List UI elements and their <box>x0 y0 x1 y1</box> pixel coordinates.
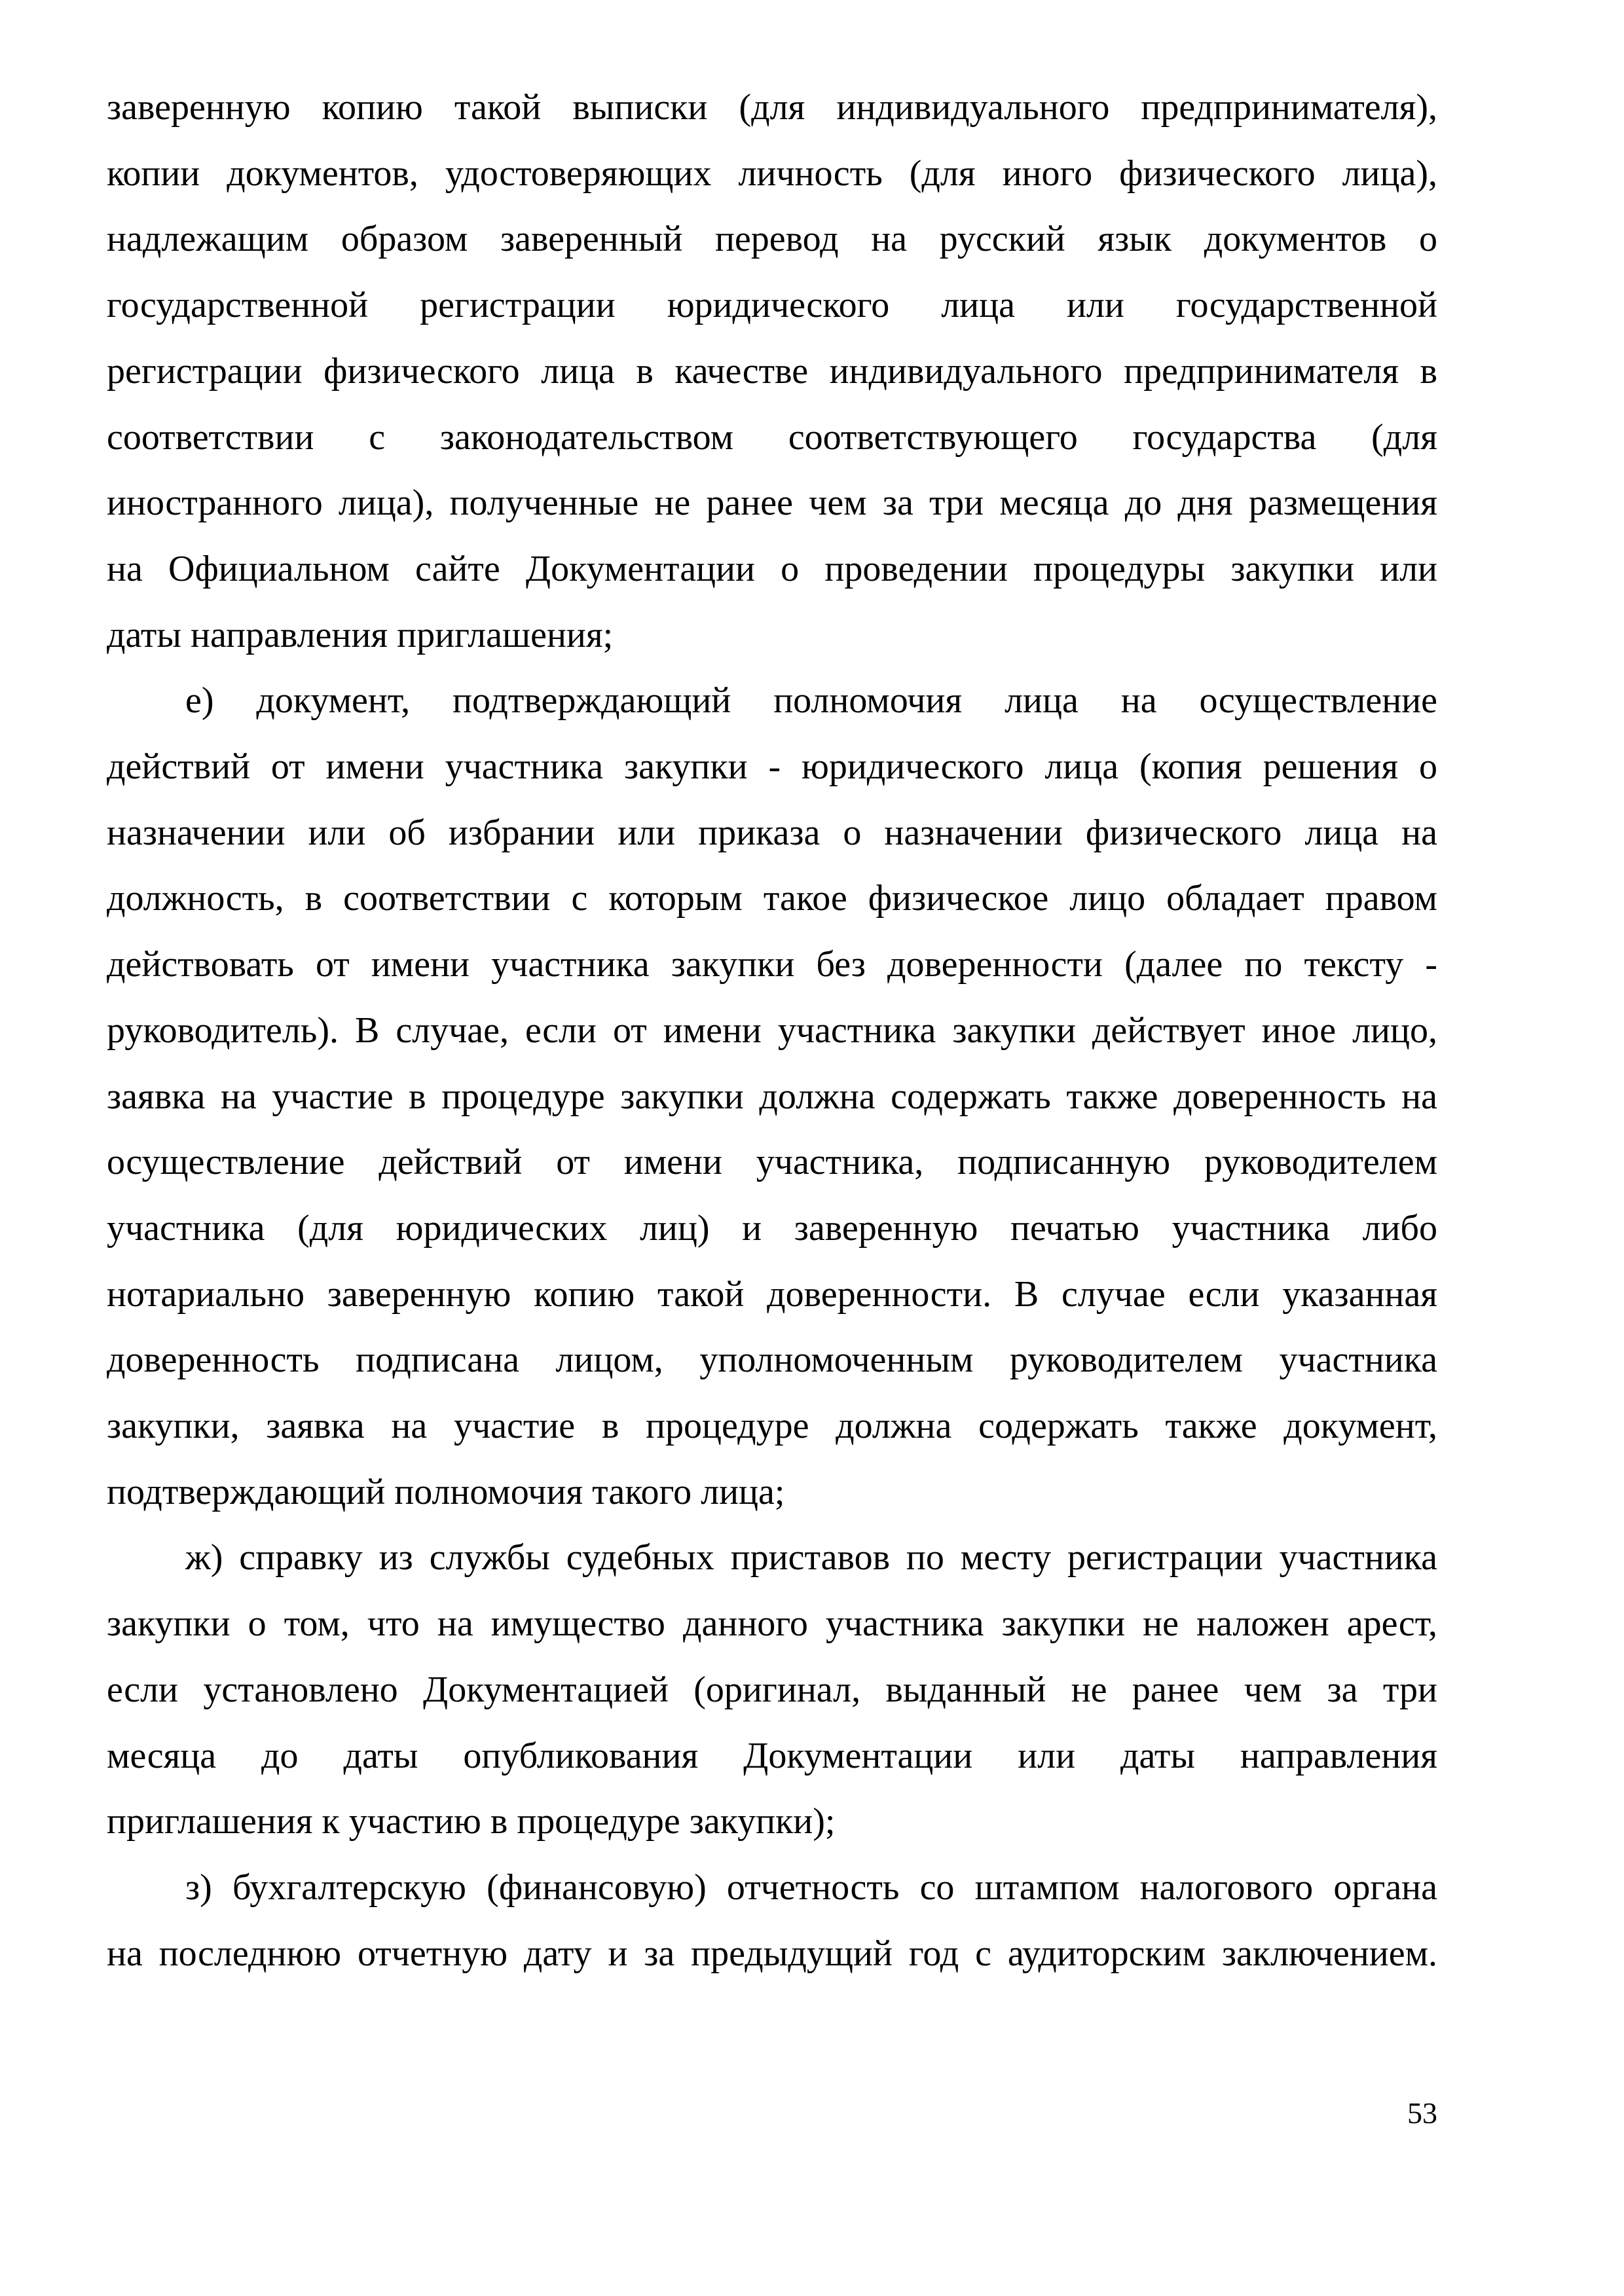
text-line: даты направления приглашения; <box>107 614 614 655</box>
text-line: ж) справку из службы судебных приставов по месту регистрации участника <box>185 1537 1437 1578</box>
text-line: з) бухгалтерскую (финансовую) отчетность со штампом налогового органа <box>185 1867 1437 1908</box>
text-line: доверенность подписана лицом, уполномоченным руководителем участника <box>107 1339 1437 1381</box>
text-line: действий от имени участника закупки - юридического лица (копия решения о <box>107 746 1437 787</box>
text-line: участника (для юридических лиц) и заверенную печатью участника либо <box>107 1207 1437 1248</box>
text-line: заявка на участие в процедуре закупки должна содержать также доверенность на <box>107 1076 1437 1117</box>
text-line: закупки о том, что на имущество данного участника закупки не наложен арест, <box>107 1603 1437 1645</box>
text-line: руководитель). В случае, если от имени участника закупки действует иное лицо, <box>107 1010 1437 1051</box>
text-line: копии документов, удостоверяющих личность (для иного физического лица), <box>107 153 1437 194</box>
text-line: е) документ, подтверждающий полномочия лица на осуществление <box>185 680 1437 721</box>
text-line: должность, в соответствии с которым такое физическое лицо обладает правом <box>107 878 1437 919</box>
text-line: подтверждающий полномочия такого лица; <box>107 1471 785 1512</box>
page-number: 53 <box>1407 2096 1437 2130</box>
text-line: надлежащим образом заверенный перевод на русский язык документов о <box>107 219 1437 260</box>
text-line: регистрации физического лица в качестве индивидуального предпринимателя в <box>107 350 1437 392</box>
text-line: иностранного лица), полученные не ранее чем за три месяца до дня размещения <box>107 483 1437 524</box>
text-line: закупки, заявка на участие в процедуре должна содержать также документ, <box>107 1406 1437 1446</box>
text-line: на Официальном сайте Документации о проведении процедуры закупки или <box>107 548 1437 589</box>
text-line: нотариально заверенную копию такой доверенности. В случае если указанная <box>107 1273 1437 1315</box>
text-line: приглашения к участию в процедуре закупки); <box>107 1801 836 1842</box>
text-line: на последнюю отчетную дату и за предыдущий год с аудиторским заключением. <box>107 1933 1437 1974</box>
text-line: заверенную копию такой выписки (для индивидуального предпринимателя), <box>107 87 1437 128</box>
text-line: государственной регистрации юридического лица или государственной <box>107 285 1437 326</box>
text-line: осуществление действий от имени участника, подписанную руководителем <box>107 1142 1437 1183</box>
text-line: если установлено Документацией (оригинал, выданный не ранее чем за три <box>107 1669 1437 1710</box>
text-line: назначении или об избрании или приказа о назначении физического лица на <box>107 812 1437 853</box>
text-line: месяца до даты опубликования Документации или даты направления <box>107 1735 1437 1776</box>
text-line: соответствии с законодательством соответствующего государства (для <box>107 416 1437 458</box>
text-line: действовать от имени участника закупки без доверенности (далее по тексту - <box>107 944 1437 985</box>
